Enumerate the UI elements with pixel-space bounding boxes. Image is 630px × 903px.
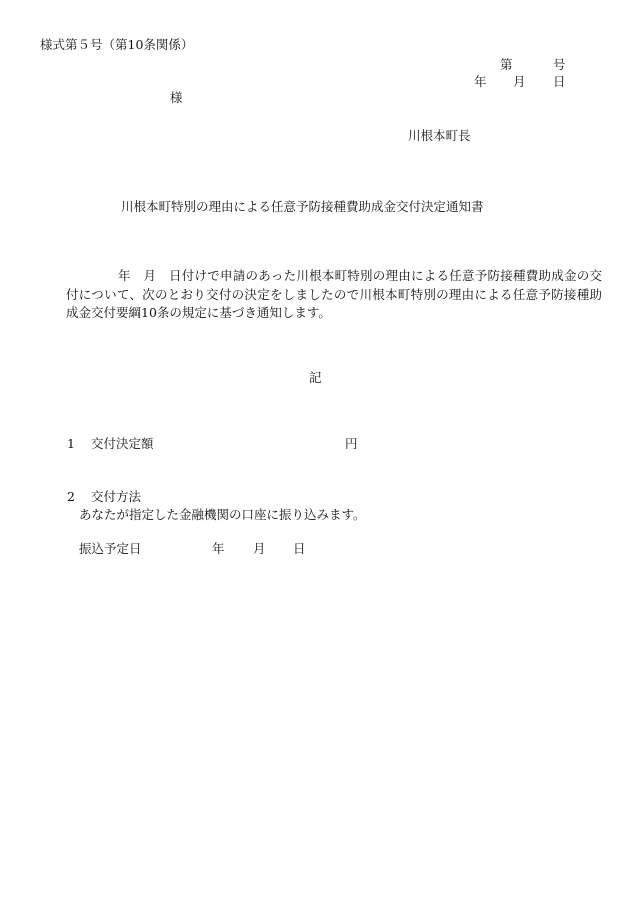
item-1-unit: 円 bbox=[345, 436, 358, 451]
transfer-date-label: 振込予定日 bbox=[79, 541, 142, 556]
notice-body: 年 月 日付けで申請のあった川根本町特別の理由による任意予防接種費助成金の交付について、次のとおり交付の決定をしましたので川根本町特別の理由による任意予防接種助成金交付要綱10条の規定に基づき通知します。 bbox=[66, 268, 602, 320]
transfer-date-month: 月 bbox=[253, 541, 266, 556]
item-1-label: 交付決定額 bbox=[91, 436, 154, 451]
issue-date-year: 年 bbox=[474, 74, 487, 89]
item-2-label: 交付方法 bbox=[91, 489, 142, 504]
addressee-suffix: 様 bbox=[170, 90, 183, 105]
item-1-number: 1 bbox=[67, 436, 75, 451]
issue-date-line bbox=[0, 74, 630, 90]
document-title: 川根本町特別の理由による任意予防接種費助成金交付決定通知書 bbox=[121, 199, 484, 214]
transfer-date-line bbox=[0, 541, 630, 557]
document-number-line bbox=[0, 57, 630, 73]
issue-date-month: 月 bbox=[513, 74, 526, 89]
item-2-payment-method bbox=[0, 489, 630, 505]
ki-heading: 記 bbox=[309, 370, 322, 385]
document-number-suffix: 号 bbox=[553, 57, 566, 72]
item-1-grant-amount bbox=[0, 436, 630, 452]
issuer-name: 川根本町長 bbox=[408, 128, 471, 143]
item-2-number: 2 bbox=[67, 489, 75, 504]
transfer-date-day: 日 bbox=[293, 541, 306, 556]
transfer-date-year: 年 bbox=[212, 541, 225, 556]
document-number-prefix: 第 bbox=[500, 57, 513, 72]
issue-date-day: 日 bbox=[553, 74, 566, 89]
form-label: 様式第５号（第10条関係） bbox=[40, 37, 194, 52]
item-2-description: あなたが指定した金融機関の口座に振り込みます。 bbox=[79, 507, 366, 522]
